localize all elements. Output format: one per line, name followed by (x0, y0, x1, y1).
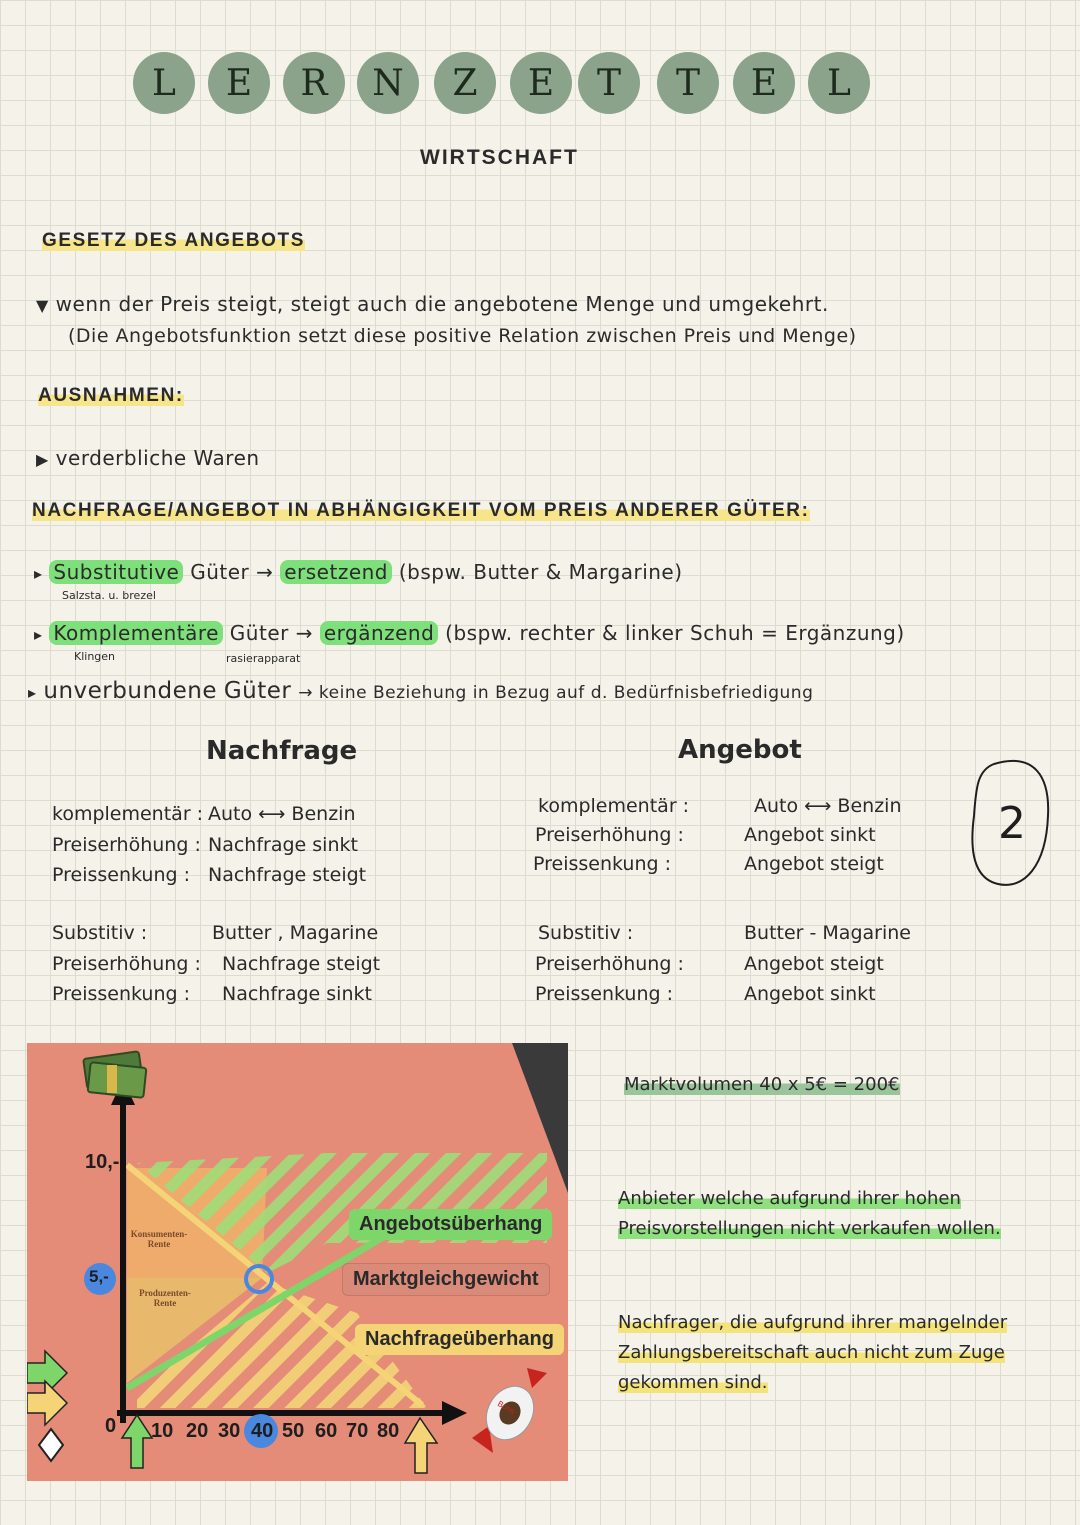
consumer-surplus-label: Konsumenten-Rente (130, 1229, 188, 1249)
section-heading-angebot: GESETZ DES ANGEBOTS (42, 230, 306, 251)
sub-note: rasierapparat (226, 652, 301, 665)
title-letter: L (133, 52, 195, 114)
list-item-komplementaere: ▸ Komplementäre Güter → ergänzend (bspw. rechter & linker Schuh = Ergänzung) (34, 621, 905, 645)
x-tick-label: 0 (105, 1415, 117, 1437)
label: Substitiv : (52, 922, 148, 944)
x-axis-arrow-icon (442, 1401, 467, 1425)
nachfrage-note: Nachfrager, die aufgrund ihrer mangelnder Zahlungsbereitschaft auch nicht zum Zuge gekommen sind. (618, 1312, 1008, 1393)
title-letter: E (510, 52, 572, 114)
x-tick-label: 70 (346, 1420, 369, 1442)
value: Butter , Magarine (212, 922, 379, 944)
title-letter: E (733, 52, 795, 114)
title-letter: T (657, 52, 719, 114)
subject-title: WIRTSCHAFT (420, 146, 579, 169)
label: Preiserhöhung : (52, 834, 201, 856)
label: komplementär : (52, 803, 204, 825)
value: Angebot steigt (744, 853, 884, 875)
value: Butter - Magarine (744, 922, 911, 944)
title-letter: T (578, 52, 640, 114)
bullet-gesetz-cont: (Die Angebotsfunktion setzt diese positive Relation zwischen Preis und Menge) (68, 325, 857, 347)
arrow-bullet-icon: ▸ (34, 564, 43, 583)
up-arrow-right-icon (405, 1418, 437, 1473)
x-tick-label: 80 (377, 1420, 400, 1442)
arrow-bullet-icon: ▸ (28, 683, 37, 702)
money-icon (83, 1051, 146, 1098)
x-tick-label: 10 (151, 1420, 174, 1442)
title-letter: E (208, 52, 270, 114)
arrow-decor-icon (27, 1351, 67, 1461)
x-tick-label: 60 (315, 1420, 338, 1442)
label: Preissenkung : (52, 864, 191, 886)
marktvolumen-note: Marktvolumen 40 x 5€ = 200€ (624, 1074, 900, 1095)
value: Angebot steigt (744, 953, 884, 975)
label: Substitiv : (538, 922, 634, 944)
arrow-bullet-icon: ▸ (34, 625, 43, 644)
marktgleichgewicht-box: Marktgleichgewicht (342, 1263, 550, 1296)
title-letter: L (808, 52, 870, 114)
x-tick-label: 20 (186, 1420, 209, 1442)
bullet-ausnahme: ▶ verderbliche Waren (36, 446, 260, 470)
value: Auto ⟷ Benzin (754, 795, 902, 817)
label: Preissenkung : (533, 853, 672, 875)
angebot-title: Angebot (678, 735, 802, 765)
sub-note: Klingen (74, 650, 116, 663)
label: Preiserhöhung : (535, 953, 684, 975)
title-letter: Z (434, 52, 496, 114)
section-heading-abhaengigkeit: NACHFRAGE/ANGEBOT IN ABHÄNGIGKEIT VOM PREIS ANDERER GÜTER: (32, 500, 810, 521)
value: Nachfrage sinkt (222, 983, 372, 1005)
label: komplementär : (538, 795, 690, 817)
candy-label: Bons (495, 1399, 517, 1416)
label: Preissenkung : (52, 983, 191, 1005)
x-tick-label: 30 (218, 1420, 241, 1442)
value: Nachfrage steigt (208, 864, 367, 886)
label: Preiserhöhung : (52, 953, 201, 975)
y-tick-label: 10,- (85, 1151, 120, 1173)
value: Angebot sinkt (744, 824, 876, 846)
angebot-note: Anbieter welche aufgrund ihrer hohen Preisvorstellungen nicht verkaufen wollen. (618, 1188, 1001, 1239)
y-tick-label: 5,- (89, 1267, 109, 1286)
market-graph (27, 1043, 568, 1481)
list-item-unverbundene: ▸ unverbundene Güter → keine Beziehung in Bezug auf d. Bedürfnisbefriedigung (28, 678, 814, 704)
angebotsueberhang-box: Angebotsüberhang (349, 1209, 552, 1240)
value: Nachfrage steigt (222, 953, 381, 975)
triangle-bullet-icon: ▶ (36, 450, 49, 469)
nachfrageueberhang-box: Nachfrageüberhang (355, 1324, 564, 1355)
section-heading-ausnahmen: AUSNAHMEN: (38, 385, 184, 406)
page-number-circle (964, 756, 1052, 892)
producer-surplus-label: Produzenten-Rente (139, 1288, 191, 1308)
value: Auto ⟷ Benzin (208, 803, 356, 825)
arrow-bullet-icon: ▼ (36, 296, 49, 315)
x-tick-label: 40 (251, 1420, 274, 1442)
nachfrage-title: Nachfrage (206, 736, 358, 766)
label: Preissenkung : (535, 983, 674, 1005)
value: Nachfrage sinkt (208, 834, 358, 856)
list-item-substitutive: ▸ Substitutive Güter → ersetzend (bspw. Butter & Margarine) (34, 560, 683, 584)
sub-note: Salzsta. u. brezel (62, 589, 156, 602)
title-letter: N (357, 52, 419, 114)
page-number: 2 (998, 798, 1026, 849)
title-letter: R (283, 52, 345, 114)
up-arrow-left-icon (122, 1415, 152, 1468)
x-tick-label: 50 (282, 1420, 305, 1442)
label: Preiserhöhung : (535, 824, 684, 846)
value: Angebot sinkt (744, 983, 876, 1005)
bullet-gesetz: ▼ wenn der Preis steigt, steigt auch die angebotene Menge und umgekehrt. (36, 292, 829, 316)
